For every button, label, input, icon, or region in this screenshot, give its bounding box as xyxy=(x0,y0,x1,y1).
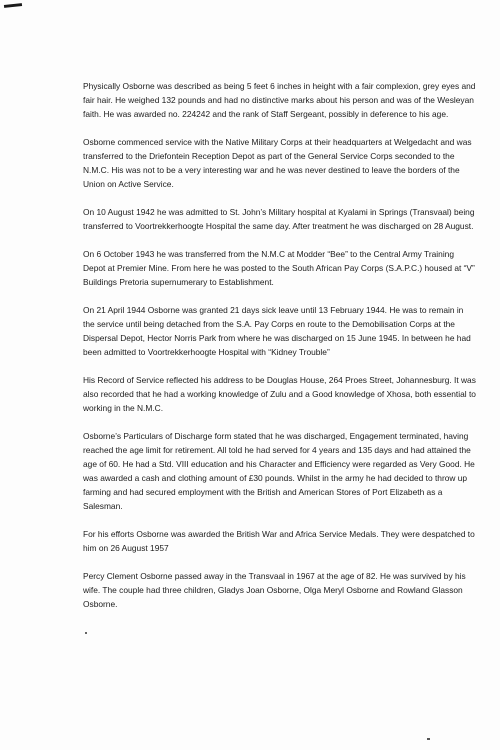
paragraph-sick-leave-1944: On 21 April 1944 Osborne was granted 21 days sick leave until 13 February 1944. He was to remain in the service until being detached from the S.A. Pay Corps en route to the Demobilisation Corps at the Dispersal Depot, Hector Norris Park from where he was discharged on 15 June 1945. In between he had been admitted to Voortrekkerhoogte Hospital with “Kidney Trouble” xyxy=(83,305,471,357)
paragraph-record-of-service: His Record of Service reflected his address to be Douglas House, 264 Proes Street, Johannesburg. It was also recorded that he had a working knowledge of Zulu and a Good knowledge of Xhosa, both essential to working in the N.M.C. xyxy=(83,375,476,413)
paragraph-transfer-1943: On 6 October 1943 he was transferred from the N.M.C at Modder “Bee” to the Central Army Training Depot at Premier Mine. From here he was posted to the South African Pay Corps (S.A.P.C.) housed at “V” Buildings Pretoria supernumerary to Establishment. xyxy=(83,249,475,287)
paragraph-discharge: Osborne’s Particulars of Discharge form stated that he was discharged, Engagement terminated, having reached the age limit for retirement. All told he had served for 4 years and 135 days and had attained the age of 60. He had a Std. VIII education and his Character and Efficiency were regarded as Very Good. He was awarded a cash and clothing amount of £30 pounds. Whilst in the army he had decided to throw up farming and had secured employment with the British and American Stores of Port Elizabeth as a Salesman. xyxy=(83,431,475,511)
stray-dot-mark xyxy=(85,632,87,634)
paragraph-death: Percy Clement Osborne passed away in the Transvaal in 1967 at the age of 82. He was survived by his wife. The couple had three children, Gladys Joan Osborne, Olga Meryl Osborne and Rowland Glasson Osborne. xyxy=(83,571,466,609)
staple-mark xyxy=(4,3,22,8)
paragraph-medals: For his efforts Osborne was awarded the British War and Africa Service Medals. They were despatched to him on 26 August 1957 xyxy=(83,529,475,553)
paragraph-physical-description: Physically Osborne was described as being 5 feet 6 inches in height with a fair complexion, grey eyes and fair hair. He weighed 132 pounds and had no distinctive marks about his person and was of the Wesleyan faith. He was awarded no. 224242 and the rank of Staff Sergeant, possibly in deference to his age. xyxy=(83,81,476,119)
paragraph-service-commencement: Osborne commenced service with the Native Military Corps at their headquarters at Welgedacht and was transferred to the Driefontein Reception Depot as part of the General Service Corps seconded to the N.M.C. His was not to be a very interesting war and he was never destined to leave the borders of the Union on Active Service. xyxy=(83,137,472,189)
footer-scan-mark xyxy=(427,738,430,740)
paragraph-hospital-1942: On 10 August 1942 he was admitted to St. John’s Military hospital at Kyalami in Springs (Transvaal) being transferred to Voortrekkerhoogte Hospital the same day. After treatment he was discharged on 28 August. xyxy=(83,207,475,231)
document-body xyxy=(83,79,477,625)
